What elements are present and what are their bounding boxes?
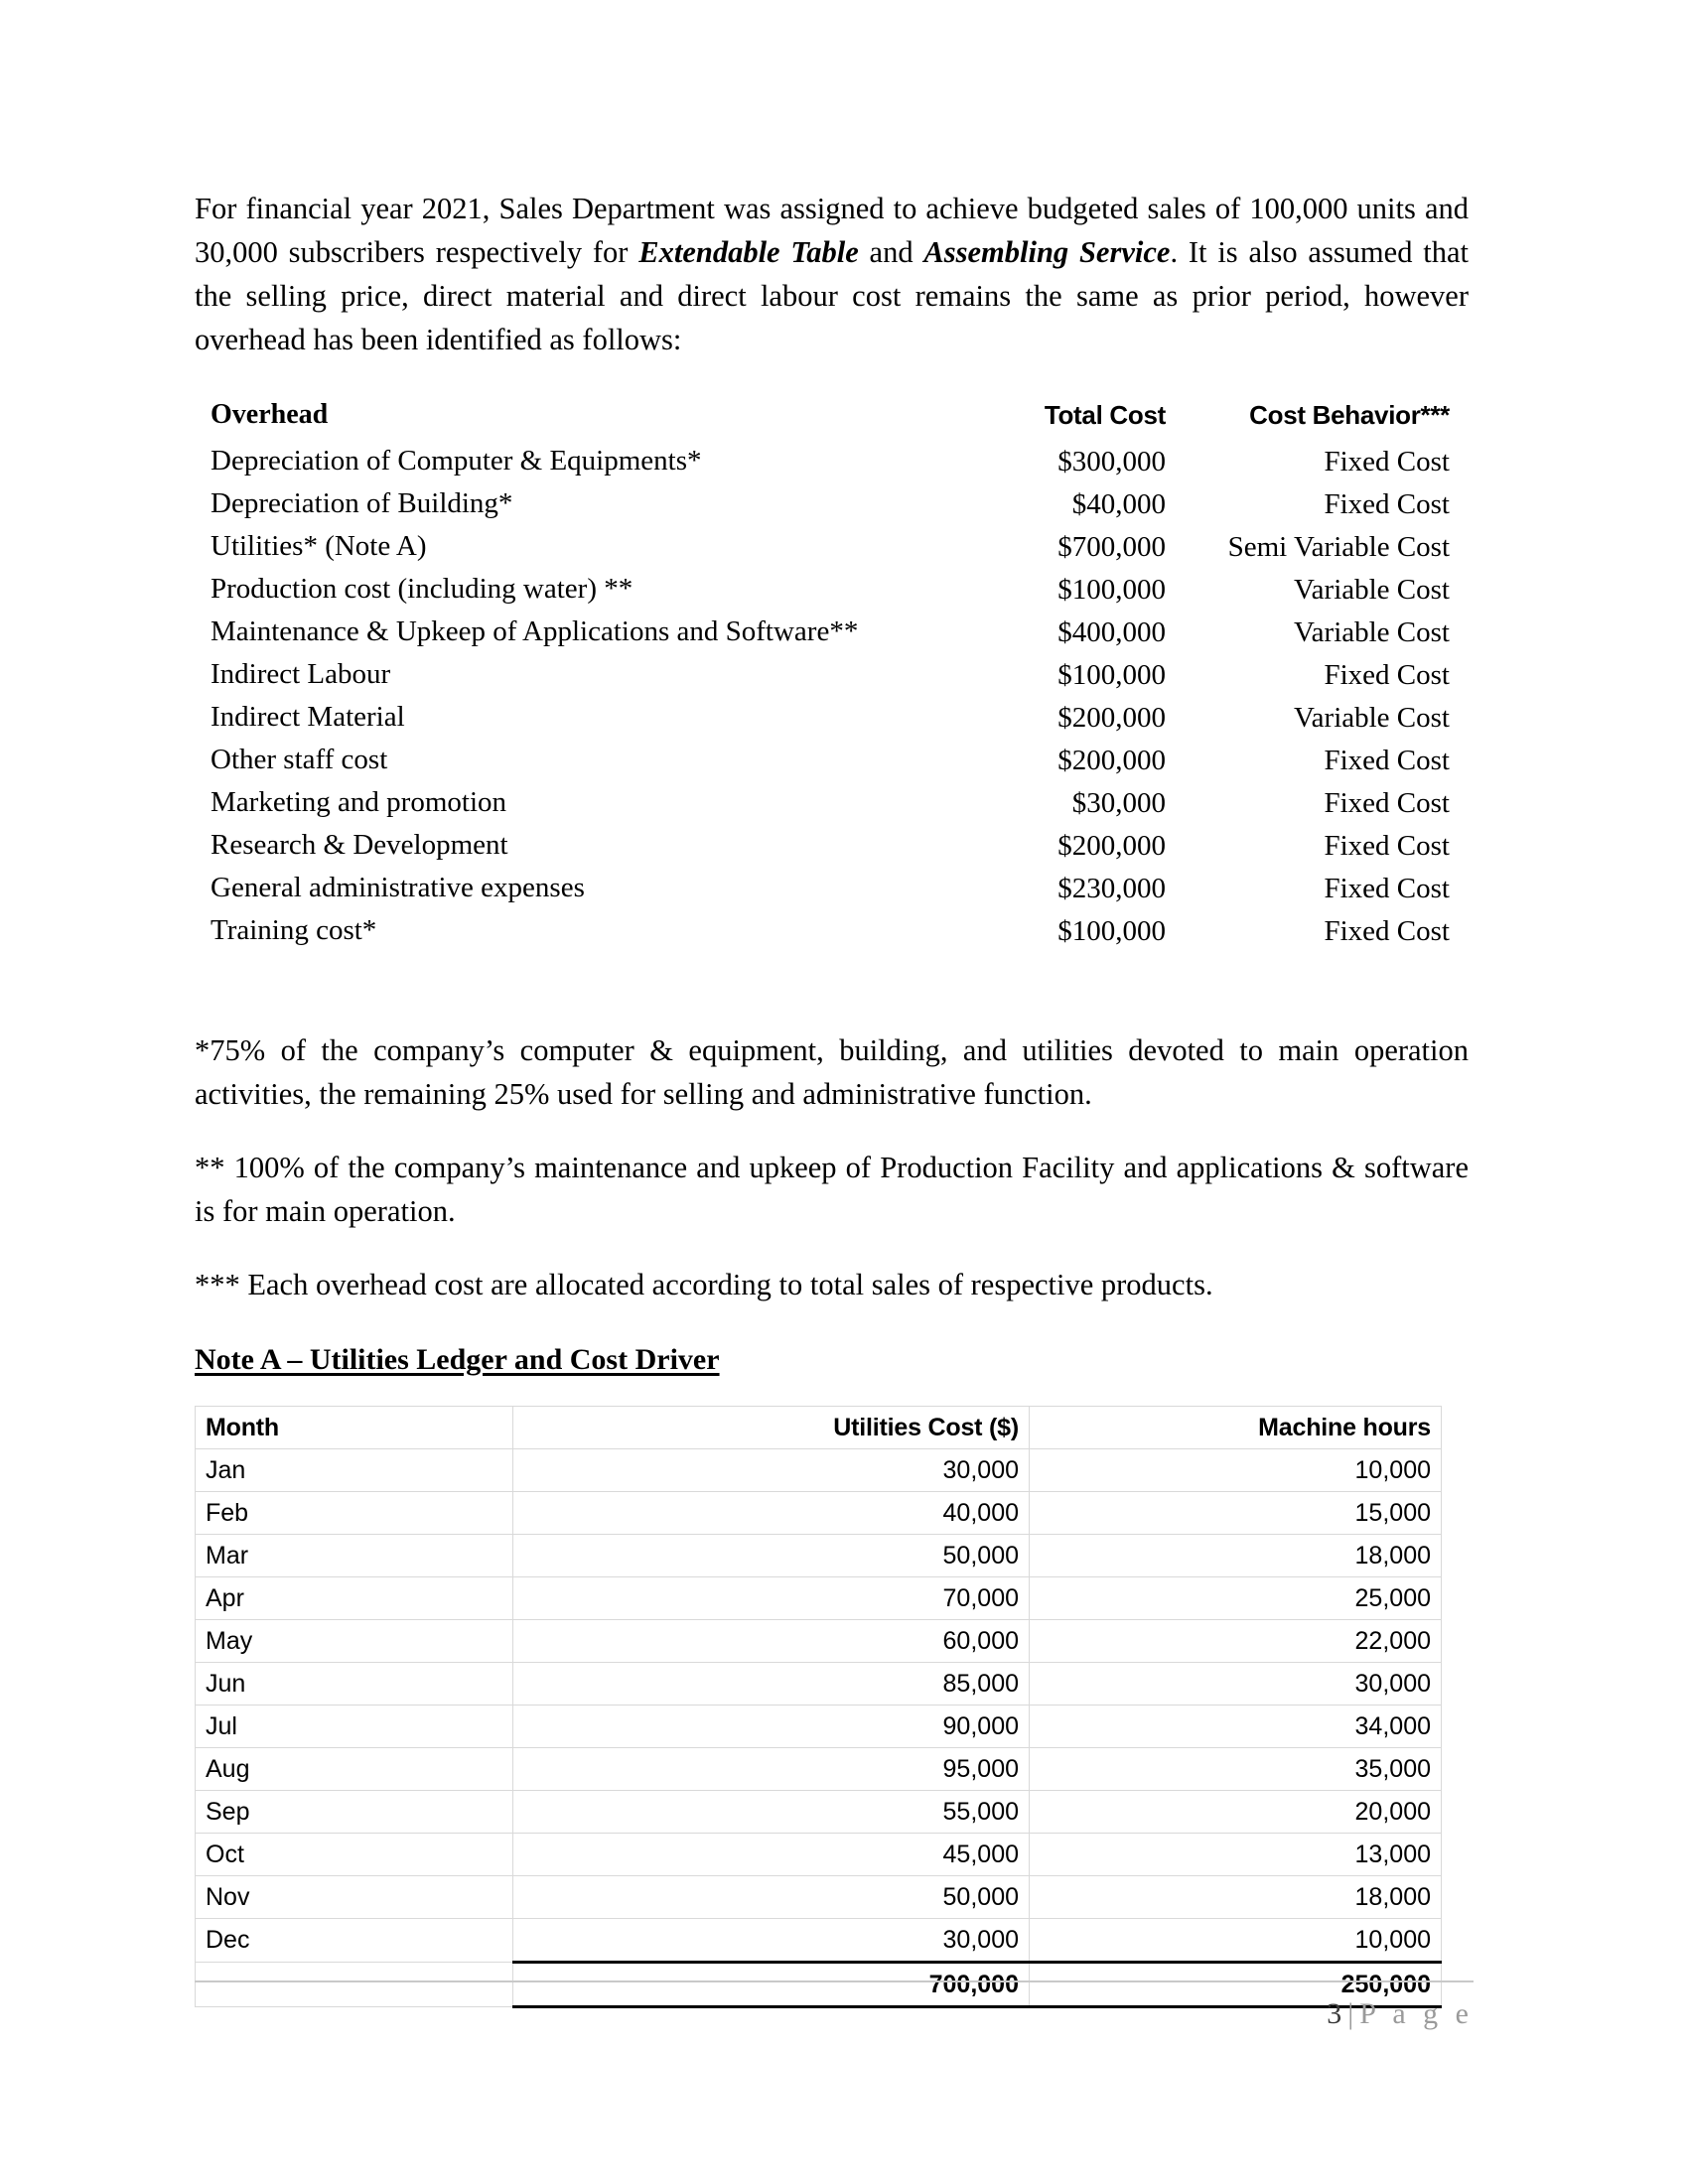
overhead-cost: $200,000 — [1057, 745, 1166, 776]
table-row — [196, 1492, 1442, 1535]
table-row — [211, 782, 1450, 825]
utilities-cost: 70,000 — [513, 1577, 1030, 1620]
overhead-behavior: Fixed Cost — [1324, 873, 1450, 904]
overhead-name: General administrative expenses — [211, 872, 585, 903]
overhead-name: Depreciation of Computer & Equipments* — [211, 445, 702, 477]
footer-separator: | — [1347, 1997, 1354, 2030]
utilities-machine-hours: 20,000 — [1030, 1791, 1442, 1834]
overhead-behavior: Variable Cost — [1293, 574, 1450, 606]
overhead-cost: $200,000 — [1057, 702, 1166, 734]
table-row — [196, 1748, 1442, 1791]
utilities-month: Jul — [196, 1706, 513, 1748]
overhead-behavior: Fixed Cost — [1324, 659, 1450, 691]
intro-text-part1: For financial year 2021, Sales Department was assigned to achieve budgeted sales of 100,000 units and 30,000 subscribers respectively for — [195, 192, 1469, 269]
utilities-cost: 40,000 — [513, 1492, 1030, 1535]
utilities-cost: 50,000 — [513, 1876, 1030, 1919]
table-row — [196, 1449, 1442, 1492]
overhead-name: Training cost* — [211, 914, 377, 946]
overhead-name: Research & Development — [211, 829, 508, 861]
utilities-month: Jun — [196, 1663, 513, 1706]
overhead-cost: $40,000 — [1071, 488, 1166, 520]
footnote-single-asterisk: *75% of the company’s computer & equipment, building, and utilities devoted to main operation activities, the remaining 25% used for selling and administrative function. — [195, 1033, 1469, 1111]
overhead-behavior: Variable Cost — [1293, 616, 1450, 648]
footer-page-word: P a g e — [1359, 1997, 1474, 2030]
table-row — [211, 483, 1450, 526]
footer-page-indicator — [195, 1994, 1474, 2034]
product-name-assembling-service: Assembling Service — [923, 235, 1171, 269]
table-row — [196, 1620, 1442, 1663]
footer-divider — [195, 1980, 1474, 1982]
overhead-behavior: Variable Cost — [1293, 702, 1450, 734]
overhead-name: Maintenance & Upkeep of Applications and Software** — [211, 615, 859, 647]
table-row — [211, 526, 1450, 569]
utilities-month: Sep — [196, 1791, 513, 1834]
page-content — [195, 187, 1469, 2008]
utilities-machine-hours: 10,000 — [1030, 1449, 1442, 1492]
overhead-cost: $200,000 — [1057, 830, 1166, 862]
utilities-total-machine-hours: 250,000 — [1030, 1963, 1442, 2007]
utilities-table-head — [196, 1407, 1442, 1449]
table-row — [211, 825, 1450, 868]
table-row — [211, 697, 1450, 740]
utilities-machine-hours: 15,000 — [1030, 1492, 1442, 1535]
table-row — [211, 740, 1450, 782]
utilities-machine-hours: 18,000 — [1030, 1535, 1442, 1577]
overhead-behavior: Semi Variable Cost — [1227, 531, 1450, 563]
utilities-month: Nov — [196, 1876, 513, 1919]
overhead-header-row — [211, 395, 1450, 441]
utilities-month: Jan — [196, 1449, 513, 1492]
overhead-name: Indirect Material — [211, 701, 405, 733]
utilities-table-wrapper — [195, 1406, 1441, 2008]
utilities-machine-hours: 25,000 — [1030, 1577, 1442, 1620]
overhead-behavior: Fixed Cost — [1324, 745, 1450, 776]
intro-text-part3: . It is also assumed that the selling price, direct material and direct labour cost remains the same as prior period, however overhead has been identified as follows: — [195, 235, 1469, 356]
utilities-month: Oct — [196, 1834, 513, 1876]
overhead-cost: $300,000 — [1057, 446, 1166, 478]
table-row — [211, 868, 1450, 910]
overhead-cost: $30,000 — [1071, 787, 1166, 819]
table-row — [196, 1535, 1442, 1577]
utilities-cost: 50,000 — [513, 1535, 1030, 1577]
footnote-double-asterisk: ** 100% of the company’s maintenance and upkeep of Production Facility and applications & software is for main operation. — [195, 1151, 1469, 1228]
table-row — [211, 654, 1450, 697]
table-row — [196, 1834, 1442, 1876]
utilities-cost: 45,000 — [513, 1834, 1030, 1876]
overhead-behavior: Fixed Cost — [1324, 915, 1450, 947]
utilities-ledger-table — [195, 1406, 1442, 2008]
overhead-behavior: Fixed Cost — [1324, 830, 1450, 862]
overhead-table-wrapper — [195, 395, 1469, 953]
utilities-cost: 85,000 — [513, 1663, 1030, 1706]
utilities-machine-hours: 22,000 — [1030, 1620, 1442, 1663]
utilities-total-cost: 700,000 — [513, 1963, 1030, 2007]
table-row — [196, 1663, 1442, 1706]
page-footer — [195, 1980, 1474, 2034]
overhead-behavior: Fixed Cost — [1324, 488, 1450, 520]
utilities-month: Feb — [196, 1492, 513, 1535]
utilities-table-body — [196, 1449, 1442, 2007]
utilities-machine-hours: 18,000 — [1030, 1876, 1442, 1919]
utilities-header-row — [196, 1407, 1442, 1449]
utilities-header-month: Month — [196, 1407, 513, 1449]
table-row — [211, 910, 1450, 953]
utilities-machine-hours: 13,000 — [1030, 1834, 1442, 1876]
utilities-month: Apr — [196, 1577, 513, 1620]
utilities-month: Mar — [196, 1535, 513, 1577]
intro-paragraph — [195, 187, 1469, 361]
utilities-header-machine-hours: Machine hours — [1030, 1407, 1442, 1449]
utilities-cost: 55,000 — [513, 1791, 1030, 1834]
table-row — [196, 1791, 1442, 1834]
utilities-header-cost: Utilities Cost ($) — [513, 1407, 1030, 1449]
overhead-cost: $100,000 — [1057, 915, 1166, 947]
utilities-cost: 30,000 — [513, 1919, 1030, 1963]
overhead-cost: $100,000 — [1057, 574, 1166, 606]
overhead-name: Depreciation of Building* — [211, 487, 513, 519]
overhead-name: Production cost (including water) ** — [211, 573, 633, 605]
utilities-machine-hours: 34,000 — [1030, 1706, 1442, 1748]
overhead-table — [211, 395, 1450, 953]
intro-text-part2: and — [858, 235, 924, 269]
overhead-table-body — [211, 441, 1450, 953]
footer-page-number: 3 — [1327, 1997, 1342, 2030]
overhead-cost: $100,000 — [1057, 659, 1166, 691]
utilities-month: May — [196, 1620, 513, 1663]
utilities-month: Dec — [196, 1919, 513, 1963]
utilities-cost: 60,000 — [513, 1620, 1030, 1663]
footnote-triple-asterisk: *** Each overhead cost are allocated according to total sales of respective products. — [195, 1268, 1213, 1301]
product-name-extendable-table: Extendable Table — [638, 235, 859, 269]
table-row — [196, 1577, 1442, 1620]
overhead-header-total-cost: Total Cost — [1044, 400, 1166, 430]
utilities-cost: 90,000 — [513, 1706, 1030, 1748]
utilities-machine-hours: 35,000 — [1030, 1748, 1442, 1791]
table-row — [196, 1706, 1442, 1748]
table-row — [211, 569, 1450, 612]
utilities-machine-hours: 30,000 — [1030, 1663, 1442, 1706]
overhead-behavior: Fixed Cost — [1324, 446, 1450, 478]
overhead-table-head — [211, 395, 1450, 441]
utilities-month: Aug — [196, 1748, 513, 1791]
overhead-cost: $400,000 — [1057, 616, 1166, 648]
overhead-cost: $230,000 — [1057, 873, 1166, 904]
overhead-cost: $700,000 — [1057, 531, 1166, 563]
table-row — [196, 1919, 1442, 1963]
table-row — [211, 441, 1450, 483]
overhead-name: Other staff cost — [211, 744, 388, 775]
overhead-name: Utilities* (Note A) — [211, 530, 427, 562]
utilities-machine-hours: 10,000 — [1030, 1919, 1442, 1963]
note-a-heading: Note A – Utilities Ledger and Cost Driver — [195, 1343, 720, 1376]
table-row — [211, 612, 1450, 654]
table-row — [196, 1876, 1442, 1919]
overhead-header-name: Overhead — [211, 399, 329, 430]
overhead-header-cost-behavior: Cost Behavior*** — [1249, 400, 1450, 430]
utilities-cost: 30,000 — [513, 1449, 1030, 1492]
overhead-name: Marketing and promotion — [211, 786, 507, 818]
overhead-behavior: Fixed Cost — [1324, 787, 1450, 819]
utilities-cost: 95,000 — [513, 1748, 1030, 1791]
overhead-name: Indirect Labour — [211, 658, 391, 690]
